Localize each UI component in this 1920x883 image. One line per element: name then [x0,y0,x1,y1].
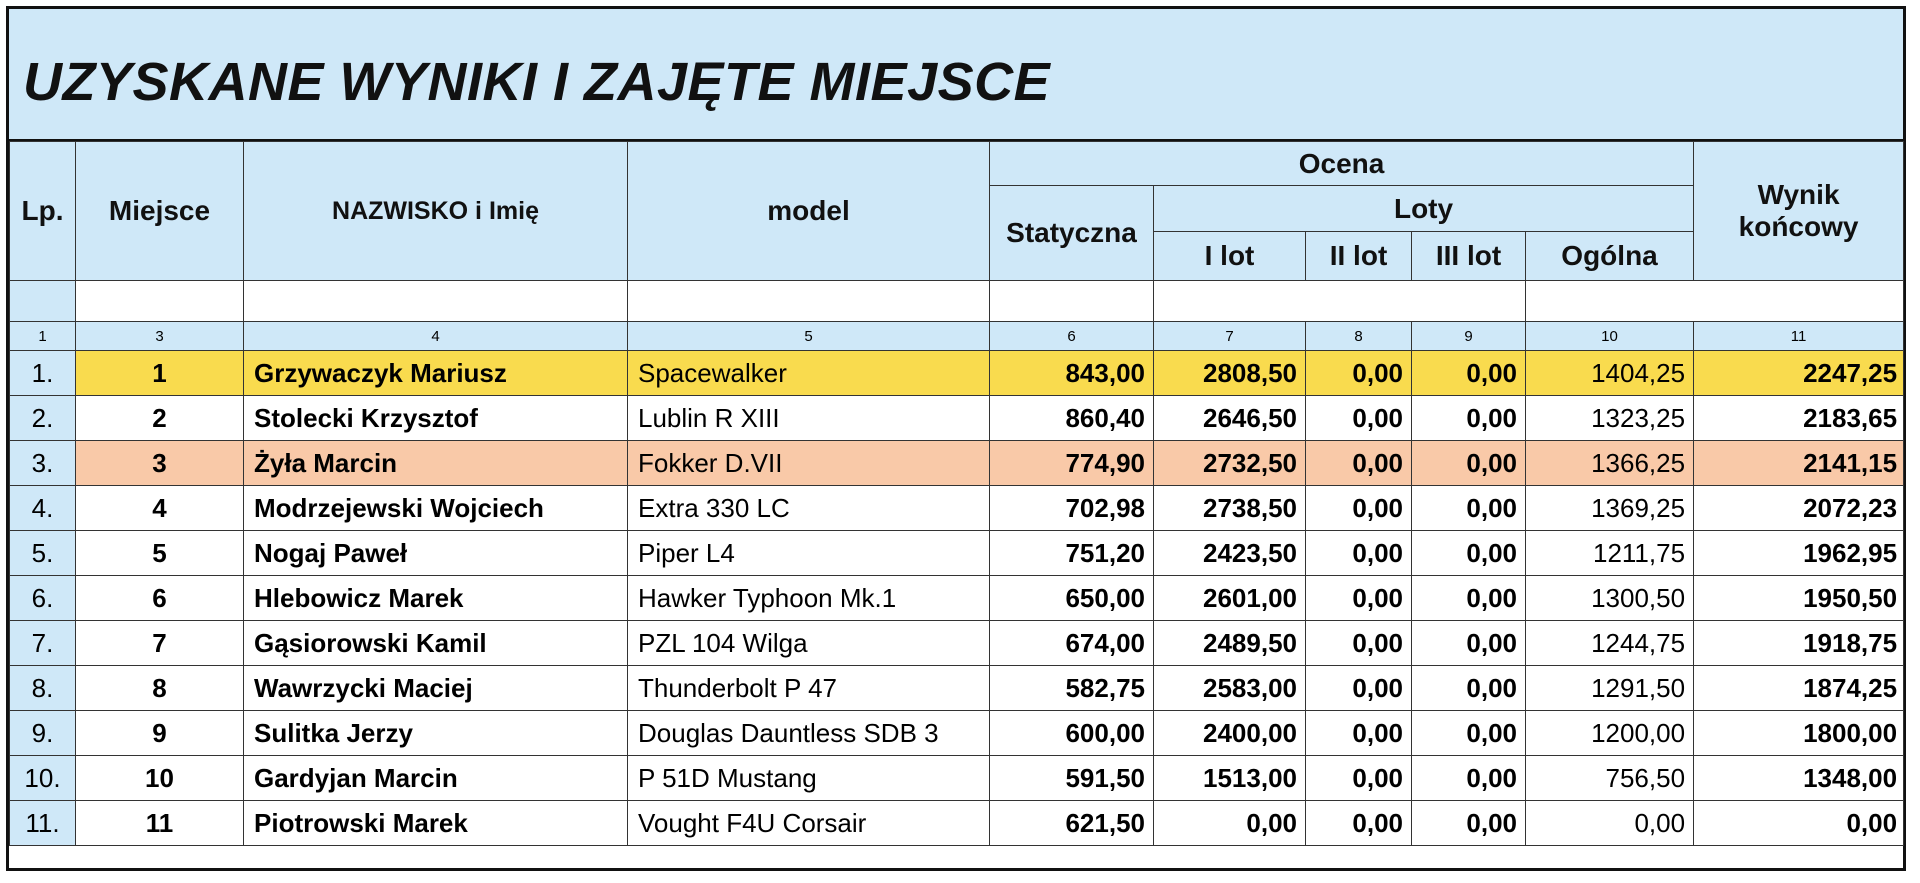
row-lp: 6. [10,576,76,621]
row-lp: 5. [10,531,76,576]
header-lot3: III lot [1412,232,1526,281]
score-statyczna: 702,98 [990,486,1154,531]
competitor-name: Nogaj Paweł [244,531,628,576]
score-wynik: 2183,65 [1694,396,1904,441]
header-loty: Loty [1154,186,1694,232]
score-wynik: 1950,50 [1694,576,1904,621]
model-name: Extra 330 LC [628,486,990,531]
competitor-name: Stolecki Krzysztof [244,396,628,441]
blank-cell [628,281,990,322]
title-band [9,9,1903,141]
row-place: 6 [76,576,244,621]
page-title: UZYSKANE WYNIKI I ZAJĘTE MIEJSCE [23,52,1051,112]
column-number: 5 [628,322,990,351]
header-nazwisko: NAZWISKO i Imię [244,142,628,281]
score-lot1: 1513,00 [1154,756,1306,801]
column-number: 4 [244,322,628,351]
model-name: Vought F4U Corsair [628,801,990,846]
score-statyczna: 591,50 [990,756,1154,801]
model-name: Piper L4 [628,531,990,576]
competitor-name: Hlebowicz Marek [244,576,628,621]
score-lot2: 0,00 [1306,576,1412,621]
blank-cell [1526,281,1904,322]
row-lp: 7. [10,621,76,666]
score-statyczna: 860,40 [990,396,1154,441]
table-row [10,756,1904,801]
column-number: 10 [1526,322,1694,351]
model-name: P 51D Mustang [628,756,990,801]
row-lp: 1. [10,351,76,396]
score-lot3: 0,00 [1412,351,1526,396]
row-place: 7 [76,621,244,666]
model-name: Douglas Dauntless SDB 3 [628,711,990,756]
score-lot2: 0,00 [1306,801,1412,846]
row-lp: 4. [10,486,76,531]
column-number: 9 [1412,322,1526,351]
row-place: 10 [76,756,244,801]
score-wynik: 1800,00 [1694,711,1904,756]
row-place: 1 [76,351,244,396]
model-name: Fokker D.VII [628,441,990,486]
score-lot3: 0,00 [1412,396,1526,441]
results-sheet [6,6,1906,871]
score-lot3: 0,00 [1412,756,1526,801]
score-ogolna: 1300,50 [1526,576,1694,621]
row-lp: 10. [10,756,76,801]
score-lot2: 0,00 [1306,531,1412,576]
table-row [10,666,1904,711]
column-number: 1 [10,322,76,351]
blank-cell [244,281,628,322]
row-place: 5 [76,531,244,576]
model-name: Thunderbolt P 47 [628,666,990,711]
score-lot2: 0,00 [1306,396,1412,441]
competitor-name: Sulitka Jerzy [244,711,628,756]
row-place: 9 [76,711,244,756]
score-lot1: 2583,00 [1154,666,1306,711]
score-wynik: 2072,23 [1694,486,1904,531]
score-lot1: 2808,50 [1154,351,1306,396]
row-lp: 11. [10,801,76,846]
score-lot2: 0,00 [1306,711,1412,756]
row-place: 3 [76,441,244,486]
score-statyczna: 582,75 [990,666,1154,711]
row-place: 4 [76,486,244,531]
score-ogolna: 1366,25 [1526,441,1694,486]
score-lot1: 2646,50 [1154,396,1306,441]
score-lot2: 0,00 [1306,441,1412,486]
competitor-name: Żyła Marcin [244,441,628,486]
table-row [10,441,1904,486]
table-row [10,396,1904,441]
score-wynik: 1962,95 [1694,531,1904,576]
score-ogolna: 756,50 [1526,756,1694,801]
blank-cell [990,281,1154,322]
score-wynik: 2141,15 [1694,441,1904,486]
score-lot2: 0,00 [1306,756,1412,801]
score-ogolna: 0,00 [1526,801,1694,846]
row-lp: 3. [10,441,76,486]
header-wynik [1694,142,1904,281]
table-row [10,576,1904,621]
score-lot2: 0,00 [1306,621,1412,666]
score-lot2: 0,00 [1306,351,1412,396]
blank-cell [76,281,244,322]
score-ogolna: 1244,75 [1526,621,1694,666]
results-table [9,141,1904,846]
row-lp: 9. [10,711,76,756]
score-ogolna: 1369,25 [1526,486,1694,531]
score-ogolna: 1200,00 [1526,711,1694,756]
score-wynik: 2247,25 [1694,351,1904,396]
header-miejsce: Miejsce [76,142,244,281]
header-wynik-line2: końcowy [1738,211,1859,242]
table-row [10,531,1904,576]
score-lot2: 0,00 [1306,486,1412,531]
column-number: 11 [1694,322,1904,351]
column-number: 7 [1154,322,1306,351]
blank-cell [1154,281,1526,322]
score-wynik: 1918,75 [1694,621,1904,666]
table-row [10,486,1904,531]
competitor-name: Gardyjan Marcin [244,756,628,801]
table-row [10,801,1904,846]
score-lot2: 0,00 [1306,666,1412,711]
score-lot1: 2732,50 [1154,441,1306,486]
score-lot3: 0,00 [1412,801,1526,846]
score-lot1: 2738,50 [1154,486,1306,531]
row-place: 11 [76,801,244,846]
score-statyczna: 751,20 [990,531,1154,576]
score-lot3: 0,00 [1412,666,1526,711]
score-ogolna: 1323,25 [1526,396,1694,441]
score-wynik: 1348,00 [1694,756,1904,801]
blank-cell [10,281,76,322]
score-statyczna: 774,90 [990,441,1154,486]
score-statyczna: 650,00 [990,576,1154,621]
table-row [10,711,1904,756]
score-wynik: 0,00 [1694,801,1904,846]
column-number: 3 [76,322,244,351]
score-lot3: 0,00 [1412,621,1526,666]
row-lp: 8. [10,666,76,711]
header-lp: Lp. [10,142,76,281]
header-ogolna: Ogólna [1526,232,1694,281]
competitor-name: Gąsiorowski Kamil [244,621,628,666]
header-statyczna: Statyczna [990,186,1154,281]
score-lot3: 0,00 [1412,486,1526,531]
score-statyczna: 600,00 [990,711,1154,756]
score-lot3: 0,00 [1412,531,1526,576]
score-wynik: 1874,25 [1694,666,1904,711]
row-lp: 2. [10,396,76,441]
table-row [10,621,1904,666]
score-lot1: 2489,50 [1154,621,1306,666]
score-lot1: 2400,00 [1154,711,1306,756]
row-place: 2 [76,396,244,441]
score-ogolna: 1291,50 [1526,666,1694,711]
score-ogolna: 1211,75 [1526,531,1694,576]
model-name: Hawker Typhoon Mk.1 [628,576,990,621]
model-name: PZL 104 Wilga [628,621,990,666]
score-lot1: 0,00 [1154,801,1306,846]
score-lot3: 0,00 [1412,441,1526,486]
blank-row [10,281,1904,322]
competitor-name: Piotrowski Marek [244,801,628,846]
column-number: 8 [1306,322,1412,351]
competitor-name: Wawrzycki Maciej [244,666,628,711]
column-number: 6 [990,322,1154,351]
score-statyczna: 621,50 [990,801,1154,846]
header-lot2: II lot [1306,232,1412,281]
header-lot1: I lot [1154,232,1306,281]
score-lot1: 2601,00 [1154,576,1306,621]
competitor-name: Modrzejewski Wojciech [244,486,628,531]
header-wynik-line1: Wynik [1757,179,1840,210]
score-statyczna: 843,00 [990,351,1154,396]
header-ocena: Ocena [990,142,1694,186]
table-row [10,351,1904,396]
header-model: model [628,142,990,281]
score-lot1: 2423,50 [1154,531,1306,576]
row-place: 8 [76,666,244,711]
score-lot3: 0,00 [1412,576,1526,621]
model-name: Lublin R XIII [628,396,990,441]
score-lot3: 0,00 [1412,711,1526,756]
score-statyczna: 674,00 [990,621,1154,666]
competitor-name: Grzywaczyk Mariusz [244,351,628,396]
model-name: Spacewalker [628,351,990,396]
score-ogolna: 1404,25 [1526,351,1694,396]
column-number-row [10,322,1904,351]
